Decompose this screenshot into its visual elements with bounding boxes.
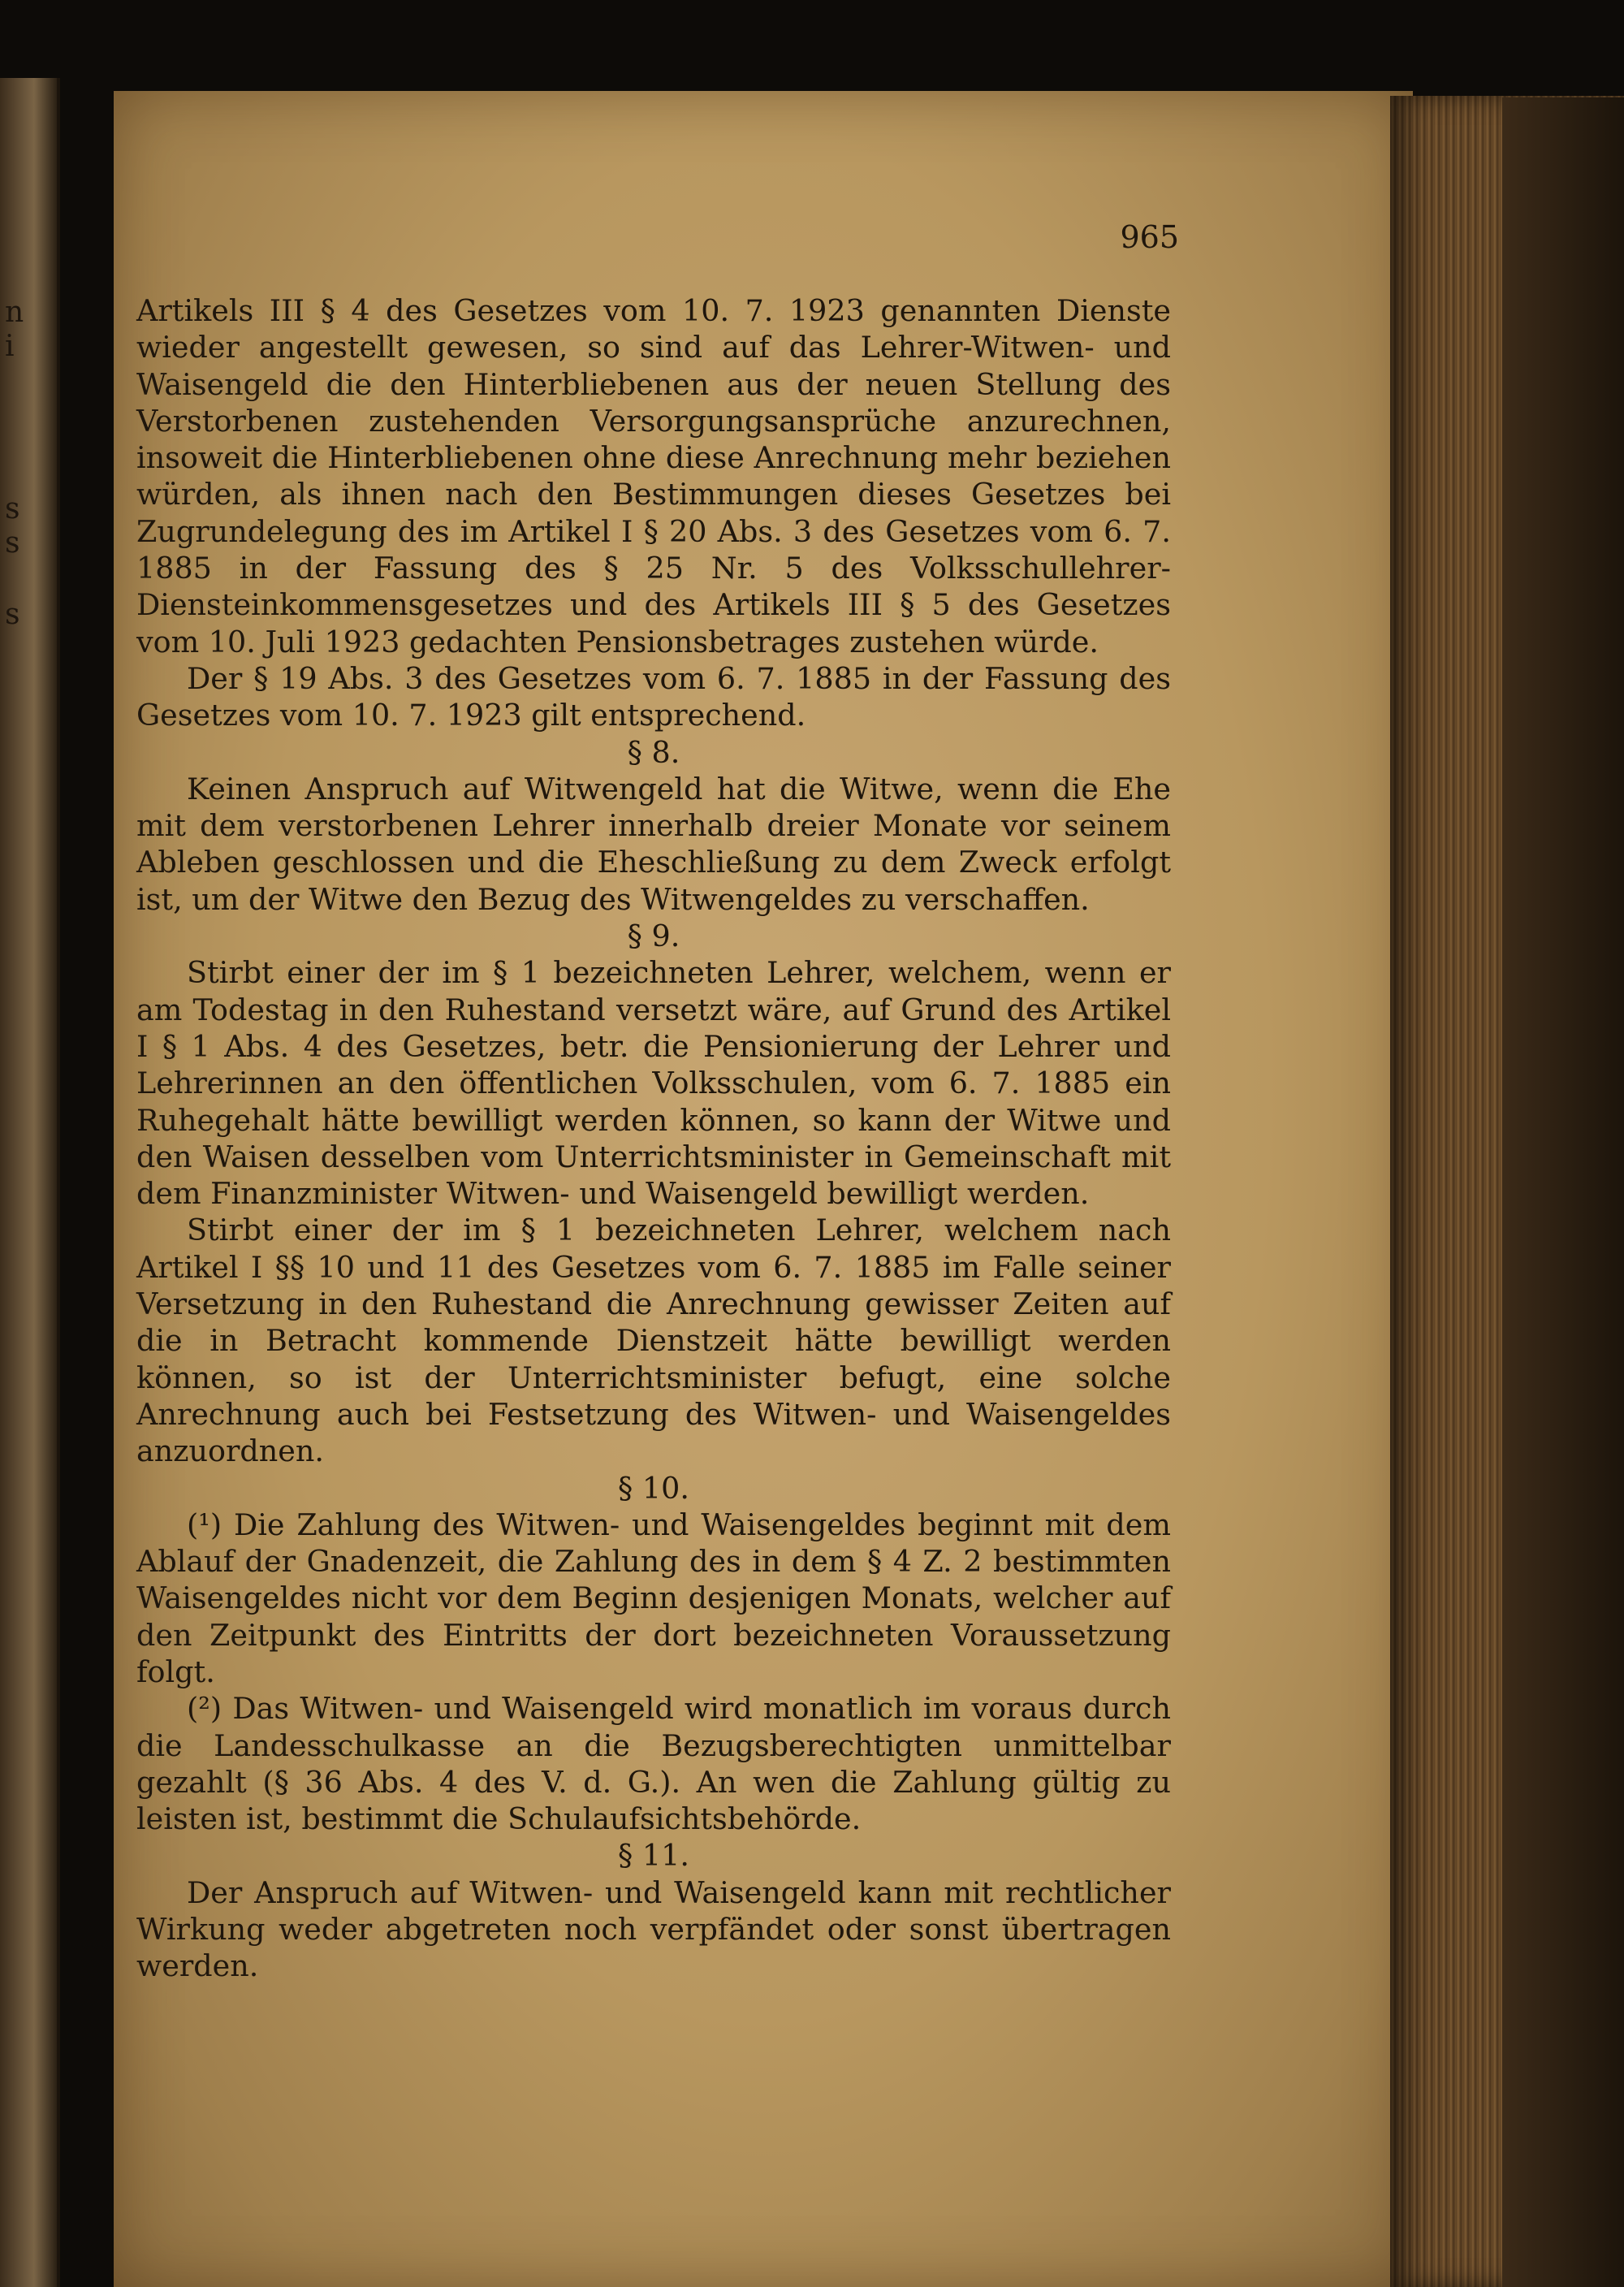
section-heading-8: § 8. xyxy=(627,734,680,770)
margin-fragment: n xyxy=(5,296,24,329)
page-text xyxy=(136,292,1171,1985)
left-margin-fragments xyxy=(0,78,57,2287)
left-page-edge xyxy=(0,78,60,2287)
margin-fragment: s xyxy=(5,526,20,560)
book-cover-edge xyxy=(1502,97,1624,2287)
paragraph-continuation: Artikels III § 4 des Gesetzes vom 10. 7. 1923 genannten Dienste wieder angestellt gewesen, so sind auf das Lehrer-Witwen- und Waisengeld die den Hinterbliebenen aus der neuen Stellung des Verstorbenen zustehenden Versorgungsansprüche anzurechnen, insoweit die Hinterbliebenen ohne diese Anrechnung mehr beziehen würden, als ihnen nach den Bestimmungen dieses Gesetzes bei Zugrundelegung des im Artikel I § 20 Abs. 3 des Gesetzes vom 6. 7. 1885 in der Fassung des § 25 Nr. 5 des Volksschullehrer-Diensteinkommensgesetzes und des Artikels III § 5 des Gesetzes vom 10. Juli 1923 gedachten Pensionsbetrages zustehen würde. xyxy=(136,293,1171,659)
margin-fragment: s xyxy=(5,598,20,631)
section-heading-9: § 9. xyxy=(627,919,680,954)
paragraph: (¹) Die Zahlung des Witwen- und Waisengeldes beginnt mit dem Ablauf der Gnadenzeit, die Zahlung des in dem § 4 Z. 2 bestimmten Waisengeldes nicht vor dem Beginn desjenigen Monats, welcher auf den Zeitpunkt des Eintritts der dort bezeichneten Voraussetzung folgt. xyxy=(136,1507,1171,1689)
paragraph: Keinen Anspruch auf Witwengeld hat die Witwe, wenn die Ehe mit dem verstorbenen Lehrer innerhalb dreier Monate vor seinem Ableben geschlossen und die Eheschließung zu dem Zweck erfolgt ist, um der Witwe den Bezug des Witwengeldes zu verschaffen. xyxy=(136,771,1171,917)
section-heading-11: § 11. xyxy=(618,1838,689,1874)
margin-fragment: i xyxy=(5,330,15,363)
paragraph: Der § 19 Abs. 3 des Gesetzes vom 6. 7. 1885 in der Fassung des Gesetzes vom 10. 7. 1923 gilt entsprechend. xyxy=(136,660,1171,733)
paragraph: Der Anspruch auf Witwen- und Waisengeld kann mit rechtlicher Wirkung weder abgetreten noch verpfändet oder sonst übertragen werden. xyxy=(136,1874,1171,1984)
paragraph: (²) Das Witwen- und Waisengeld wird monatlich im voraus durch die Landesschulkasse an die Bezugsberechtigten unmittelbar gezahlt (§ 36 Abs. 4 des V. d. G.). An wen die Zahlung gültig zu leisten ist, bestimmt die Schulaufsichtsbehörde. xyxy=(136,1691,1171,1837)
paragraph: Stirbt einer der im § 1 bezeichneten Lehrer, welchem nach Artikel I §§ 10 und 11 des Gesetzes vom 6. 7. 1885 im Falle seiner Versetzung in den Ruhestand die Anrechnung gewisser Zeiten auf die in Betracht kommende Dienstzeit hätte bewilligt werden können, so ist der Unterrichtsminister befugt, eine solche Anrechnung auch bei Festsetzung des Witwen- und Waisengeldes anzuordnen. xyxy=(136,1213,1171,1469)
paragraph: Stirbt einer der im § 1 bezeichneten Lehrer, welchem, wenn er am Todestag in den Ruhestand versetzt wäre, auf Grund des Artikel I § 1 Abs. 4 des Gesetzes, betr. die Pensionierung der Lehrer und Lehrerinnen an den öffentlichen Volksschulen, vom 6. 7. 1885 ein Ruhegehalt hätte bewilligt werden können, so kann der Witwe und den Waisen desselben vom Unterrichtsminister in Gemeinschaft mit dem Finanzminister Witwen- und Waisengeld bewilligt werden. xyxy=(136,955,1171,1212)
margin-fragment: s xyxy=(5,492,20,525)
section-heading-10: § 10. xyxy=(618,1470,689,1506)
page-number: 965 xyxy=(1120,219,1179,255)
